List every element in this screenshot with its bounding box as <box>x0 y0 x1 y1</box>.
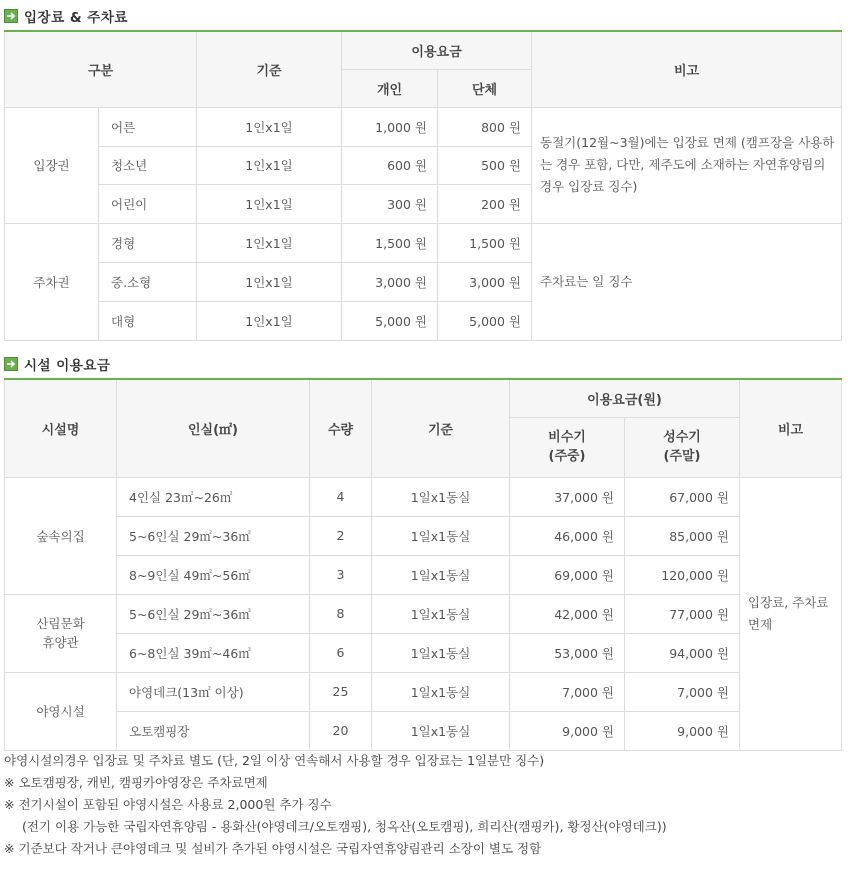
row-peak: 120,000 원 <box>625 555 740 594</box>
group-name-forest-house: 숲속의집 <box>5 477 117 594</box>
header-off-peak-line2: (주중) <box>548 449 586 464</box>
row-group: 1,500 원 <box>438 223 532 262</box>
row-individual: 3,000 원 <box>342 262 438 301</box>
footnotes <box>4 750 854 860</box>
arrow-right-icon <box>4 9 18 23</box>
row-basis: 1인x1일 <box>197 301 342 340</box>
row-individual: 5,000 원 <box>342 301 438 340</box>
row-off-peak: 42,000 원 <box>510 594 625 633</box>
table-row <box>5 477 842 516</box>
remark-parking: 주차료는 일 징수 <box>532 223 842 340</box>
row-off-peak: 46,000 원 <box>510 516 625 555</box>
row-group: 3,000 원 <box>438 262 532 301</box>
remark-admission: 동절기(12월~3월)에는 입장료 면제 (캠프장을 사용하는 경우 포함, 다만, 제주도에 소재하는 자연휴양림의 경우 입장료 징수) <box>532 107 842 223</box>
row-room: 4인실 23㎡~26㎡ <box>117 477 310 516</box>
row-group: 200 원 <box>438 184 532 223</box>
group-name-line2: 휴양관 <box>42 635 79 650</box>
section-title-admission <box>4 6 128 26</box>
row-type: 대형 <box>99 301 197 340</box>
row-qty: 4 <box>310 477 372 516</box>
row-type: 중.소형 <box>99 262 197 301</box>
row-room: 야영데크(13㎡ 이상) <box>117 672 310 711</box>
row-qty: 25 <box>310 672 372 711</box>
table-row <box>5 223 842 262</box>
arrow-right-icon <box>4 357 18 371</box>
remark-facility: 입장료, 주차료 면제 <box>740 477 842 750</box>
row-room: 6~8인실 39㎡~46㎡ <box>117 633 310 672</box>
header-peak <box>625 417 740 477</box>
table-row <box>5 516 842 555</box>
table-row <box>5 594 842 633</box>
header-off-peak <box>510 417 625 477</box>
row-basis: 1일x1동실 <box>372 711 510 750</box>
header-remark: 비고 <box>740 379 842 477</box>
header-basis: 기준 <box>372 379 510 477</box>
row-off-peak: 9,000 원 <box>510 711 625 750</box>
header-quantity: 수량 <box>310 379 372 477</box>
row-group: 800 원 <box>438 107 532 146</box>
row-basis: 1인x1일 <box>197 262 342 301</box>
header-individual: 개인 <box>342 69 438 107</box>
row-basis: 1일x1동실 <box>372 516 510 555</box>
row-basis: 1일x1동실 <box>372 672 510 711</box>
row-off-peak: 37,000 원 <box>510 477 625 516</box>
group-name-admission: 입장권 <box>5 107 99 223</box>
header-peak-line2: (주말) <box>663 449 701 464</box>
row-individual: 600 원 <box>342 146 438 184</box>
row-qty: 3 <box>310 555 372 594</box>
table-row <box>5 711 842 750</box>
group-name-camping: 야영시설 <box>5 672 117 750</box>
row-type: 경형 <box>99 223 197 262</box>
header-capacity: 인실(㎡) <box>117 379 310 477</box>
header-off-peak-line1: 비수기 <box>548 430 586 445</box>
row-off-peak: 7,000 원 <box>510 672 625 711</box>
header-group: 단체 <box>438 69 532 107</box>
row-type: 어른 <box>99 107 197 146</box>
header-fee: 이용요금(원) <box>510 379 740 417</box>
section-title-text: 시설 이용요금 <box>24 358 111 374</box>
footnote: (전기 이용 가능한 국립자연휴양림 - 용화산(야영데크/오토캠핑), 청옥산(오토캠핑), 희리산(캠핑카), 황정산(야영데크)) <box>22 819 667 834</box>
table-row <box>5 633 842 672</box>
row-peak: 85,000 원 <box>625 516 740 555</box>
row-peak: 67,000 원 <box>625 477 740 516</box>
row-individual: 1,000 원 <box>342 107 438 146</box>
row-qty: 20 <box>310 711 372 750</box>
row-off-peak: 69,000 원 <box>510 555 625 594</box>
row-qty: 6 <box>310 633 372 672</box>
header-category: 구분 <box>5 31 197 107</box>
footnote: ※ 전기시설이 포함된 야영시설은 사용료 2,000원 추가 징수 <box>4 797 332 812</box>
footnote: ※ 오토캠핑장, 캐빈, 캠핑카야영장은 주차료면제 <box>4 775 268 790</box>
row-room: 5~6인실 29㎡~36㎡ <box>117 594 310 633</box>
row-basis: 1일x1동실 <box>372 555 510 594</box>
header-remark: 비고 <box>532 31 842 107</box>
group-name-line1: 산림문화 <box>36 616 85 631</box>
row-peak: 9,000 원 <box>625 711 740 750</box>
row-peak: 7,000 원 <box>625 672 740 711</box>
section-title-facility <box>4 354 110 374</box>
row-basis: 1일x1동실 <box>372 633 510 672</box>
table-row <box>5 672 842 711</box>
row-room: 오토캠핑장 <box>117 711 310 750</box>
table-row <box>5 107 842 146</box>
admission-parking-table <box>4 30 842 341</box>
row-basis: 1일x1동실 <box>372 477 510 516</box>
row-individual: 300 원 <box>342 184 438 223</box>
row-peak: 94,000 원 <box>625 633 740 672</box>
row-room: 5~6인실 29㎡~36㎡ <box>117 516 310 555</box>
header-peak-line1: 성수기 <box>663 430 701 445</box>
group-name-parking: 주차권 <box>5 223 99 340</box>
row-qty: 2 <box>310 516 372 555</box>
row-peak: 77,000 원 <box>625 594 740 633</box>
row-type: 청소년 <box>99 146 197 184</box>
row-qty: 8 <box>310 594 372 633</box>
facility-fee-table <box>4 378 842 751</box>
header-fee: 이용요금 <box>342 31 532 69</box>
header-facility: 시설명 <box>5 379 117 477</box>
row-basis: 1인x1일 <box>197 107 342 146</box>
row-basis: 1일x1동실 <box>372 594 510 633</box>
header-basis: 기준 <box>197 31 342 107</box>
row-room: 8~9인실 49㎡~56㎡ <box>117 555 310 594</box>
table-row <box>5 555 842 594</box>
row-individual: 1,500 원 <box>342 223 438 262</box>
row-group: 5,000 원 <box>438 301 532 340</box>
group-name-culture-hall <box>5 594 117 672</box>
row-basis: 1인x1일 <box>197 146 342 184</box>
section-title-text: 입장료 & 주차료 <box>24 10 128 26</box>
row-off-peak: 53,000 원 <box>510 633 625 672</box>
row-type: 어린이 <box>99 184 197 223</box>
row-basis: 1인x1일 <box>197 223 342 262</box>
row-basis: 1인x1일 <box>197 184 342 223</box>
row-group: 500 원 <box>438 146 532 184</box>
footnote: 야영시설의경우 입장료 및 주차료 별도 (단, 2일 이상 연속해서 사용할 경우 입장료는 1일분만 징수) <box>4 753 545 768</box>
footnote: ※ 기준보다 작거나 큰야영데크 및 설비가 추가된 야영시설은 국립자연휴양림관리 소장이 별도 정함 <box>4 841 542 856</box>
